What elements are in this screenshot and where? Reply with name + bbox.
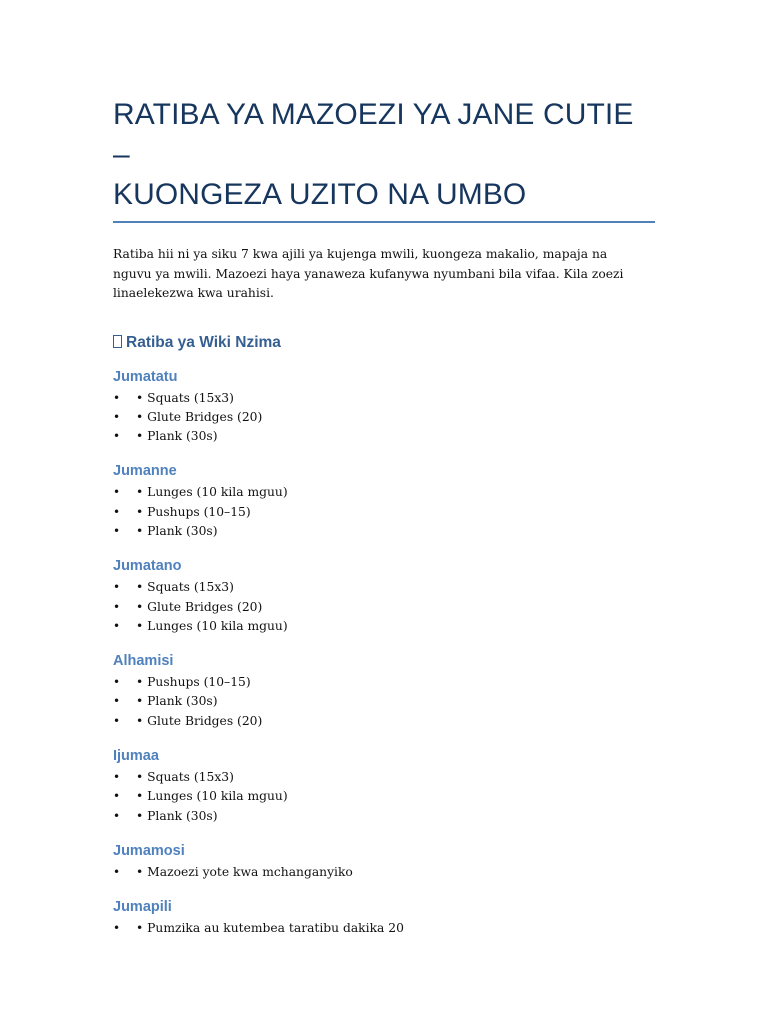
document-title: [113, 95, 655, 221]
list-item: [113, 408, 655, 427]
document-page: [113, 95, 655, 939]
bullet-icon: •: [113, 618, 121, 633]
day-section: [113, 461, 655, 541]
section-heading-text: Ratiba ya Wiki Nzima: [126, 333, 281, 351]
list-item: [113, 578, 655, 597]
day-heading: Jumatatu: [113, 368, 178, 385]
document-title-line-2: KUONGEZA UZITO NA UMBO: [113, 178, 527, 211]
day-heading: Jumamosi: [113, 842, 185, 859]
exercise-text: • Lunges (10 kila mguu): [136, 485, 288, 500]
exercise-list: [113, 389, 655, 447]
exercise-text: • Glute Bridges (20): [136, 409, 263, 424]
day-heading: Jumanne: [113, 463, 177, 480]
list-item: [113, 598, 655, 617]
list-item: [113, 712, 655, 731]
exercise-text: • Plank (30s): [136, 523, 218, 538]
day-section: [113, 556, 655, 636]
day-heading: Jumapili: [113, 899, 172, 916]
exercise-list: [113, 768, 655, 826]
bullet-icon: •: [113, 770, 121, 785]
exercise-list: [113, 673, 655, 731]
bullet-icon: •: [113, 713, 121, 728]
bullet-icon: •: [113, 921, 121, 936]
day-section: [113, 897, 655, 938]
day-section: [113, 651, 655, 731]
bullet-icon: •: [113, 390, 121, 405]
exercise-list: [113, 578, 655, 636]
missing-glyph-icon: [113, 335, 122, 348]
bullet-icon: •: [113, 675, 121, 690]
bullet-icon: •: [113, 789, 121, 804]
bullet-icon: •: [113, 485, 121, 500]
exercise-text: • Glute Bridges (20): [136, 599, 263, 614]
list-item: [113, 427, 655, 446]
exercise-text: • Glute Bridges (20): [136, 713, 263, 728]
exercise-text: • Plank (30s): [136, 429, 218, 444]
exercise-list: [113, 863, 655, 882]
title-underline: [113, 221, 655, 223]
list-item: [113, 483, 655, 502]
bullet-icon: •: [113, 504, 121, 519]
exercise-list: [113, 919, 655, 938]
day-section: [113, 841, 655, 882]
list-item: [113, 807, 655, 826]
exercise-text: • Mazoezi yote kwa mchanganyiko: [136, 864, 353, 879]
intro-paragraph: Ratiba hii ni ya siku 7 kwa ajili ya kujenga mwili, kuongeza makalio, mapaja na nguvu ya mwili. Mazoezi haya yanaweza kufanywa nyumbani bila vifaa. Kila zoezi linaelekezwa kwa urahisi.: [113, 247, 624, 300]
section-heading: [113, 333, 655, 353]
bullet-icon: •: [113, 409, 121, 424]
list-item: [113, 787, 655, 806]
bullet-icon: •: [113, 429, 121, 444]
list-item: [113, 863, 655, 882]
list-item: [113, 919, 655, 938]
list-item: [113, 673, 655, 692]
list-item: [113, 692, 655, 711]
bullet-icon: •: [113, 599, 121, 614]
day-heading: Ijumaa: [113, 748, 159, 765]
exercise-text: • Pumzika au kutembea taratibu dakika 20: [136, 921, 404, 936]
exercise-text: • Lunges (10 kila mguu): [136, 618, 288, 633]
exercise-text: • Plank (30s): [136, 808, 218, 823]
day-section: [113, 746, 655, 826]
bullet-icon: •: [113, 864, 121, 879]
day-heading: Jumatano: [113, 558, 182, 575]
document-title-line-1: RATIBA YA MAZOEZI YA JANE CUTIE –: [113, 98, 634, 171]
exercise-text: • Pushups (10–15): [136, 675, 251, 690]
list-item: [113, 617, 655, 636]
list-item: [113, 522, 655, 541]
day-section: [113, 367, 655, 447]
list-item: [113, 768, 655, 787]
list-item: [113, 503, 655, 522]
exercise-list: [113, 483, 655, 541]
exercise-text: • Squats (15x3): [136, 390, 234, 405]
bullet-icon: •: [113, 808, 121, 823]
exercise-text: • Squats (15x3): [136, 580, 234, 595]
day-heading: Alhamisi: [113, 653, 174, 670]
exercise-text: • Plank (30s): [136, 694, 218, 709]
exercise-text: • Squats (15x3): [136, 770, 234, 785]
bullet-icon: •: [113, 523, 121, 538]
exercise-text: • Lunges (10 kila mguu): [136, 789, 288, 804]
weekly-schedule: [113, 367, 655, 939]
exercise-text: • Pushups (10–15): [136, 504, 251, 519]
bullet-icon: •: [113, 694, 121, 709]
list-item: [113, 389, 655, 408]
bullet-icon: •: [113, 580, 121, 595]
